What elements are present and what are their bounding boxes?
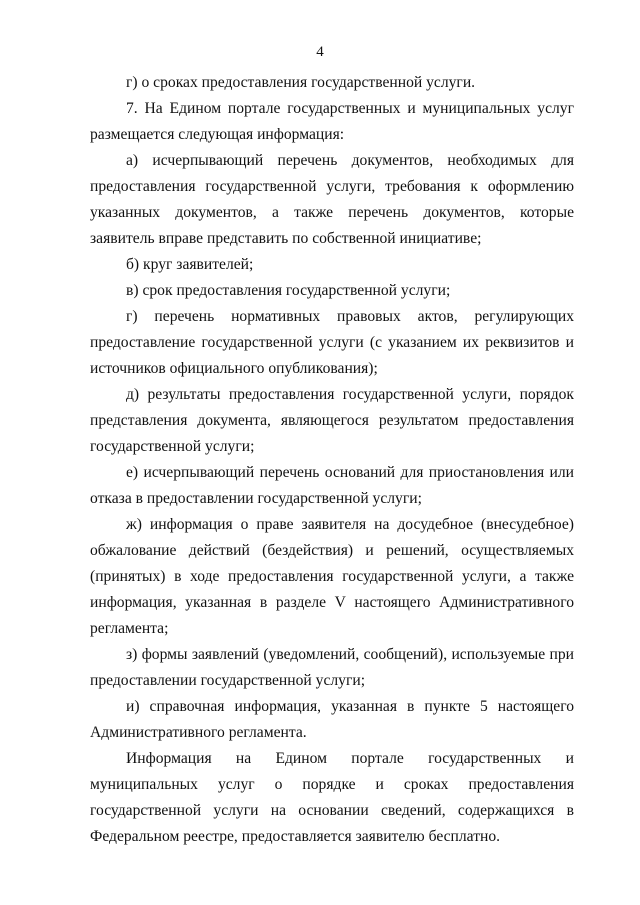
paragraph-z-application-forms: з) формы заявлений (уведомлений, сообщений), используемые при предоставлении государственной услуги; xyxy=(90,646,574,689)
paragraph-g-deadlines: г) о сроках предоставления государственной услуги. xyxy=(126,74,476,91)
paragraph-zh-appeal-rights: ж) информация о праве заявителя на досудебное (внесудебное) обжалование действий (бездействия) и решений, осуществляемых (принятых) в ходе предоставления государственной услуги, а также информация, указанная в разделе V настоящего Административного регламента; xyxy=(90,516,574,637)
paragraph-a-documents-list: а) исчерпывающий перечень документов, необходимых для предоставления государственной услуги, требования к оформлению указанных документов, а также перечень документов, которые заявитель вправе представить по собственной инициативе; xyxy=(90,152,574,247)
paragraph-free-information: Информация на Едином портале государственных и муниципальных услуг о порядке и сроках предоставления государственной услуги на основании сведений, содержащихся в Федеральном реестре, предоставляется заявителю бесплатно. xyxy=(90,750,574,845)
document-body xyxy=(90,70,574,850)
paragraph-g-normative-acts: г) перечень нормативных правовых актов, регулирующих предоставление государственной услуги (с указанием их реквизитов и источников официального опубликования); xyxy=(90,308,574,377)
paragraph-e-suspension-grounds: е) исчерпывающий перечень оснований для приостановления или отказа в предоставлении государственной услуги; xyxy=(90,464,574,507)
page-number: 4 xyxy=(316,44,324,60)
paragraph-7-portal-info: 7. На Едином портале государственных и муниципальных услуг размещается следующая информация: xyxy=(90,100,574,143)
paragraph-v-service-term: в) срок предоставления государственной услуги; xyxy=(126,282,451,299)
paragraph-i-reference-info: и) справочная информация, указанная в пункте 5 настоящего Административного регламента. xyxy=(90,698,574,741)
paragraph-b-applicants: б) круг заявителей; xyxy=(126,256,254,273)
paragraph-d-results: д) результаты предоставления государственной услуги, порядок представления документа, являющегося результатом предоставления государственной услуги; xyxy=(90,386,574,455)
